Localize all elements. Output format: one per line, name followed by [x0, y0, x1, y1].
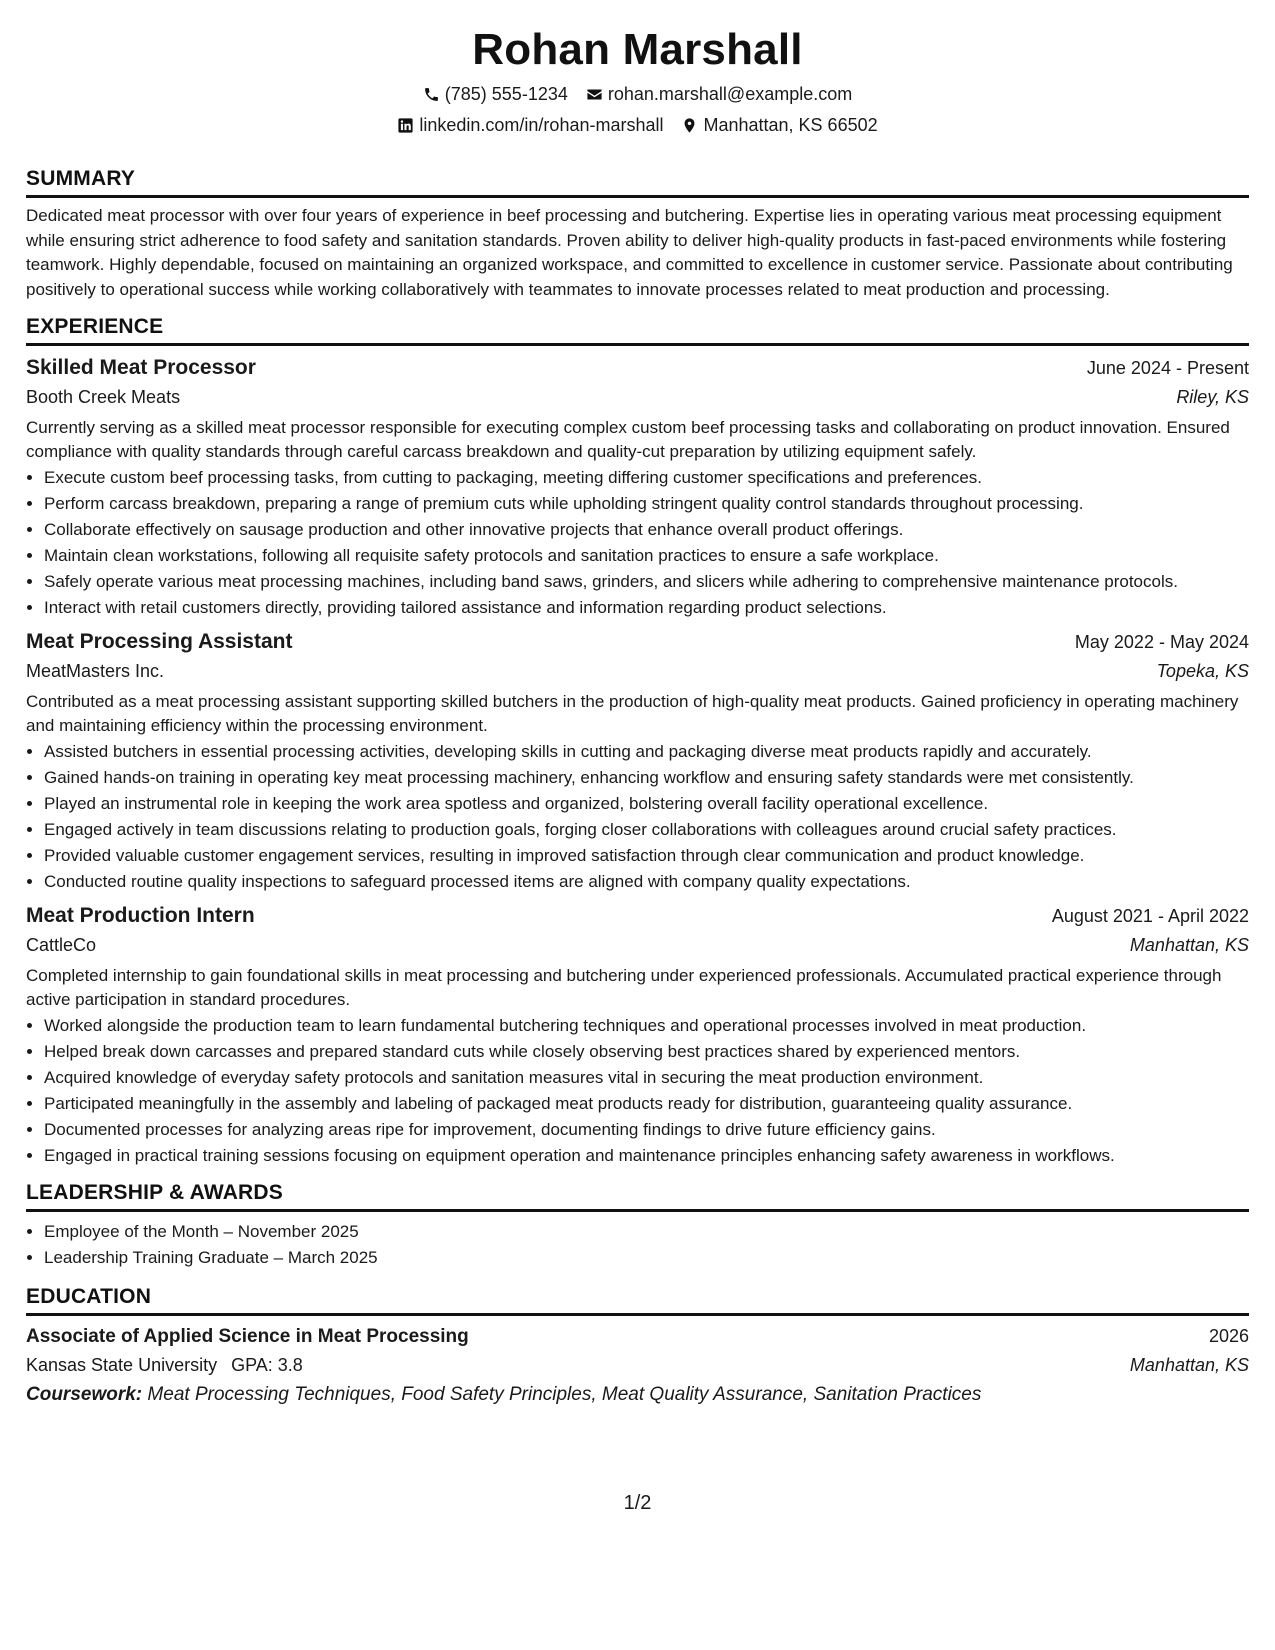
job-entry	[26, 628, 1249, 894]
location-text: Manhattan, KS 66502	[703, 115, 878, 135]
job-entry	[26, 354, 1249, 620]
company-name: CattleCo	[26, 935, 97, 955]
job-bullets	[26, 1014, 1249, 1168]
bullet-item: • Participated meaningfully in the assembly and labeling of packaged meat products ready for distribution, guaranteeing quality assurance.	[44, 1092, 1249, 1116]
summary-heading: SUMMARY	[26, 166, 1249, 198]
company-name: Booth Creek Meats	[26, 387, 181, 407]
contact-row-1	[26, 83, 1249, 105]
leadership-heading: LEADERSHIP & AWARDS	[26, 1180, 1249, 1212]
location-contact	[681, 114, 877, 136]
company-name: MeatMasters Inc.	[26, 661, 165, 681]
bullet-item: • Maintain clean workstations, following all requisite safety protocols and sanitation practices to ensure a safe workplace.	[44, 544, 1249, 568]
job-bullets	[26, 466, 1249, 620]
email-contact	[586, 83, 852, 105]
degree-title: Associate of Applied Science in Meat Processing	[26, 1326, 469, 1347]
bullet-item: • Interact with retail customers directly, providing tailored assistance and information regarding product selections.	[44, 596, 1249, 620]
contact-row-2	[26, 114, 1249, 136]
linkedin-contact	[397, 114, 663, 136]
linkedin-icon	[397, 117, 414, 134]
job-dates: August 2021 - April 2022	[1051, 906, 1249, 926]
job-location: Topeka, KS	[1156, 661, 1249, 681]
job-dates: May 2022 - May 2024	[1074, 632, 1249, 652]
phone-icon	[423, 86, 440, 103]
bullet-item: • Provided valuable customer engagement services, resulting in improved satisfaction through clear communication and product knowledge.	[44, 844, 1249, 868]
linkedin-text[interactable]: linkedin.com/in/rohan-marshall	[419, 115, 664, 135]
experience-heading: EXPERIENCE	[26, 314, 1249, 346]
email-icon	[586, 86, 603, 103]
bullet-item: • Helped break down carcasses and prepared standard cuts while closely observing best practices shared by experienced mentors.	[44, 1040, 1249, 1064]
job-entry	[26, 902, 1249, 1168]
job-dates: June 2024 - Present	[1086, 358, 1249, 378]
job-title: Skilled Meat Processor	[26, 356, 256, 379]
school-name: Kansas State University	[26, 1355, 218, 1375]
job-bullets	[26, 740, 1249, 894]
bullet-item: • Worked alongside the production team to learn fundamental butchering techniques and operational processes involved in meat production.	[44, 1014, 1249, 1038]
bullet-item: • Engaged in practical training sessions focusing on equipment operation and maintenance principles enhancing safety awareness in workflows.	[44, 1144, 1249, 1168]
bullet-item: • Engaged actively in team discussions relating to production goals, forging closer collaborations with colleagues around crucial safety practices.	[44, 818, 1249, 842]
leadership-list	[26, 1220, 1249, 1270]
bullet-item: • Conducted routine quality inspections to safeguard processed items are aligned with company quality expectations.	[44, 870, 1249, 894]
graduation-year: 2026	[1208, 1326, 1249, 1346]
phone-text[interactable]: (785) 555-1234	[444, 84, 568, 104]
bullet-item: • Execute custom beef processing tasks, from cutting to packaging, meeting differing customer specifications and preferences.	[44, 466, 1249, 490]
job-location: Riley, KS	[1176, 387, 1249, 407]
location-pin-icon	[681, 117, 698, 134]
coursework-label: Coursework:	[26, 1384, 143, 1405]
award-item: • Leadership Training Graduate – March 2025	[44, 1246, 1249, 1270]
candidate-name: Rohan Marshall	[472, 25, 803, 74]
resume-page	[26, 0, 1249, 1408]
job-title: Meat Production Intern	[26, 904, 255, 927]
bullet-item: • Safely operate various meat processing machines, including band saws, grinders, and slicers while adhering to comprehensive maintenance protocols.	[44, 570, 1249, 594]
bullet-item: • Perform carcass breakdown, preparing a range of premium cuts while upholding stringent quality control standards throughout processing.	[44, 492, 1249, 516]
bullet-item: • Collaborate effectively on sausage production and other innovative projects that enhance overall product offerings.	[44, 518, 1249, 542]
page-number: 1/2	[623, 1492, 652, 1514]
award-item: • Employee of the Month – November 2025	[44, 1220, 1249, 1244]
job-location: Manhattan, KS	[1129, 935, 1249, 955]
job-description: Currently serving as a skilled meat processor responsible for executing complex custom beef processing tasks and collaborating on product innovation. Ensured compliance with quality standards through careful carcass breakdown and quality-cut preparation by utilizing equipment safely.	[26, 418, 1230, 461]
job-description: Contributed as a meat processing assistant supporting skilled butchers in the production of high-quality meat products. Gained proficiency in operating machinery and maintaining efficiency within the processing environment.	[26, 692, 1239, 735]
bullet-item: • Played an instrumental role in keeping the work area spotless and organized, bolstering overall facility operational excellence.	[44, 792, 1249, 816]
education-heading: EDUCATION	[26, 1284, 1249, 1316]
bullet-item: • Assisted butchers in essential processing activities, developing skills in cutting and packaging diverse meat products rapidly and accurately.	[44, 740, 1249, 764]
bullet-item: • Gained hands-on training in operating key meat processing machinery, enhancing workflow and ensuring safety standards were met consistently.	[44, 766, 1249, 790]
school-location: Manhattan, KS	[1129, 1355, 1249, 1375]
job-description: Completed internship to gain foundational skills in meat processing and butchering under experienced professionals. Accumulated practical experience through active participation in standard procedures.	[26, 966, 1222, 1009]
email-text[interactable]: rohan.marshall@example.com	[607, 84, 853, 104]
coursework-list: Meat Processing Techniques, Food Safety Principles, Meat Quality Assurance, Sanitation Practices	[147, 1384, 982, 1405]
gpa: GPA: 3.8	[231, 1355, 303, 1375]
job-title: Meat Processing Assistant	[26, 630, 293, 653]
phone-contact	[423, 83, 568, 105]
bullet-item: • Acquired knowledge of everyday safety protocols and sanitation measures vital in securing the meat production environment.	[44, 1066, 1249, 1090]
coursework	[26, 1382, 1249, 1408]
bullet-item: • Documented processes for analyzing areas ripe for improvement, documenting findings to drive future efficiency gains.	[44, 1118, 1249, 1142]
summary-text: Dedicated meat processor with over four years of experience in beef processing and butchering. Expertise lies in operating various meat processing equipment while ensuring strict adherence to food safety and sanitation standards. Proven ability to deliver high-quality products in fast-paced environments while fostering teamwork. Highly dependable, focused on maintaining an organized workspace, and committed to excellence in customer service. Passionate about contributing positively to operational success while working collaboratively with teammates to innovate processes related to meat production and processing.	[26, 206, 1233, 299]
